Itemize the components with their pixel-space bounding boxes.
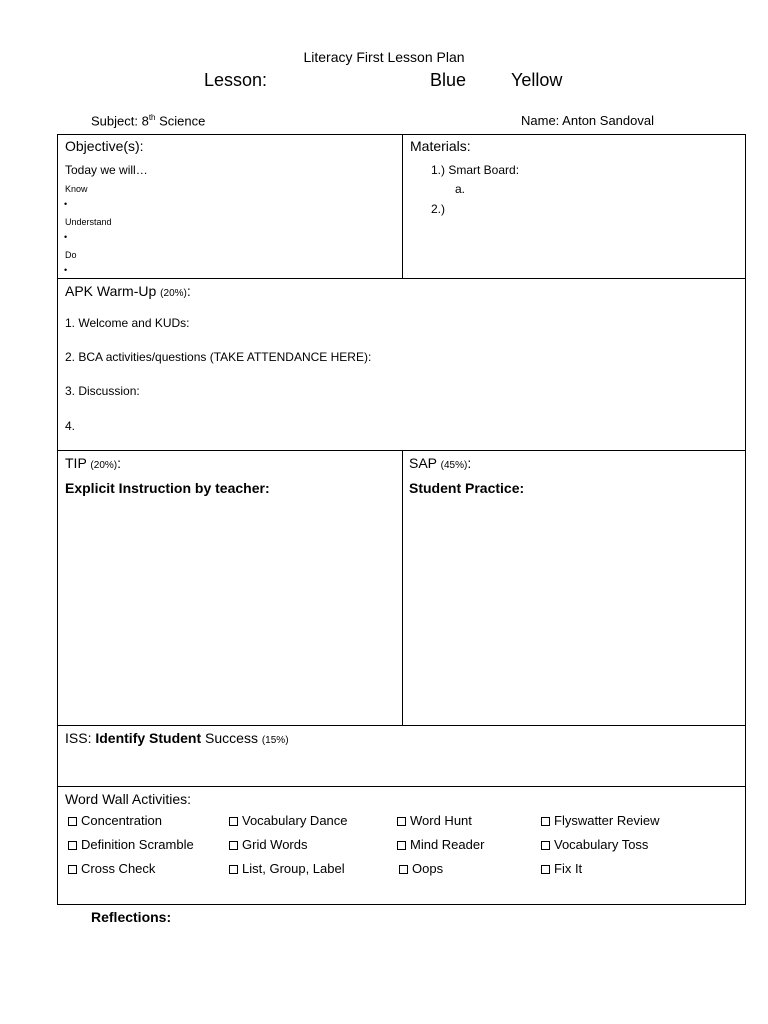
sap-colon: : xyxy=(467,455,472,471)
ww-list-group-label[interactable]: List, Group, Label xyxy=(229,861,345,876)
apk-item-4: 4. xyxy=(65,419,76,433)
sap-subheading: Student Practice: xyxy=(409,480,525,496)
divider-iss-wordwall xyxy=(58,786,745,787)
apk-heading-text: APK Warm-Up xyxy=(65,283,157,299)
checkbox-icon[interactable] xyxy=(229,865,238,874)
ww-grid-words[interactable]: Grid Words xyxy=(229,837,308,852)
checkbox-icon[interactable] xyxy=(397,841,406,850)
understand-bullet: • xyxy=(64,232,68,242)
materials-item-1a: a. xyxy=(455,182,466,196)
checkbox-icon[interactable] xyxy=(399,865,408,874)
ww-word-hunt[interactable]: Word Hunt xyxy=(397,813,472,828)
tip-colon: : xyxy=(117,455,121,471)
teacher-name: Name: Anton Sandoval xyxy=(521,113,654,128)
ww-vocabulary-toss[interactable]: Vocabulary Toss xyxy=(541,837,648,852)
apk-item-2: 2. BCA activities/questions (TAKE ATTENDANCE HERE): xyxy=(65,350,372,364)
divider-tip-sap xyxy=(402,450,403,726)
subject-name: Science xyxy=(155,113,206,129)
checkbox-icon[interactable] xyxy=(68,865,77,874)
do-bullet: • xyxy=(64,265,68,275)
ww-flyswatter-review[interactable]: Flyswatter Review xyxy=(541,813,659,828)
subject-superscript: th xyxy=(148,113,156,122)
ww-mind-reader[interactable]: Mind Reader xyxy=(397,837,484,852)
sap-percent: (45%) xyxy=(440,460,468,471)
materials-item-2: 2.) xyxy=(431,202,446,216)
tip-heading xyxy=(65,455,121,471)
lesson-plan-table xyxy=(57,134,746,905)
know-label: Know xyxy=(65,184,88,194)
checkbox-icon[interactable] xyxy=(68,841,77,850)
know-bullet: • xyxy=(64,199,68,209)
sap-heading-text: SAP xyxy=(409,455,437,471)
apk-colon: : xyxy=(186,283,191,299)
divider-objectives-materials xyxy=(402,135,403,279)
apk-heading xyxy=(65,283,191,299)
apk-percent: (20%) xyxy=(160,288,187,299)
today-we-will: Today we will… xyxy=(65,163,148,177)
ww-cross-check[interactable]: Cross Check xyxy=(68,861,155,876)
subject-label: Subject: 8 xyxy=(91,113,149,129)
tip-percent: (20%) xyxy=(90,460,118,471)
do-label: Do xyxy=(65,250,77,260)
iss-success: Success xyxy=(205,730,262,746)
apk-item-3: 3. Discussion: xyxy=(65,384,140,398)
ww-vocabulary-dance[interactable]: Vocabulary Dance xyxy=(229,813,348,828)
iss-percent: (15%) xyxy=(261,735,289,746)
checkbox-icon[interactable] xyxy=(68,817,77,826)
iss-bold-text: Identify Student xyxy=(95,730,206,746)
tip-heading-text: TIP xyxy=(65,455,87,471)
sap-heading xyxy=(409,455,471,471)
ww-fix-it[interactable]: Fix It xyxy=(541,861,582,876)
word-wall-heading: Word Wall Activities: xyxy=(65,791,192,807)
checkbox-icon[interactable] xyxy=(541,841,550,850)
tip-subheading: Explicit Instruction by teacher: xyxy=(65,480,270,496)
materials-heading: Materials: xyxy=(410,138,471,154)
yellow-label: Yellow xyxy=(511,70,563,90)
checkbox-icon[interactable] xyxy=(397,817,406,826)
blue-label: Blue xyxy=(430,70,467,90)
objectives-heading: Objective(s): xyxy=(65,138,144,154)
understand-label: Understand xyxy=(65,217,112,227)
iss-prefix: ISS: xyxy=(65,730,96,746)
apk-item-1: 1. Welcome and KUDs: xyxy=(65,316,190,330)
subject-line xyxy=(91,113,205,128)
reflections-label: Reflections: xyxy=(91,909,172,925)
ww-concentration[interactable]: Concentration xyxy=(68,813,162,828)
lesson-label: Lesson: xyxy=(204,70,268,90)
iss-heading xyxy=(65,730,289,746)
materials-item-1: 1.) Smart Board: xyxy=(431,163,520,177)
checkbox-icon[interactable] xyxy=(229,817,238,826)
checkbox-icon[interactable] xyxy=(541,865,550,874)
document-title: Literacy First Lesson Plan xyxy=(303,49,465,65)
checkbox-icon[interactable] xyxy=(541,817,550,826)
checkbox-icon[interactable] xyxy=(229,841,238,850)
ww-definition-scramble[interactable]: Definition Scramble xyxy=(68,837,194,852)
ww-oops[interactable]: Oops xyxy=(399,861,443,876)
